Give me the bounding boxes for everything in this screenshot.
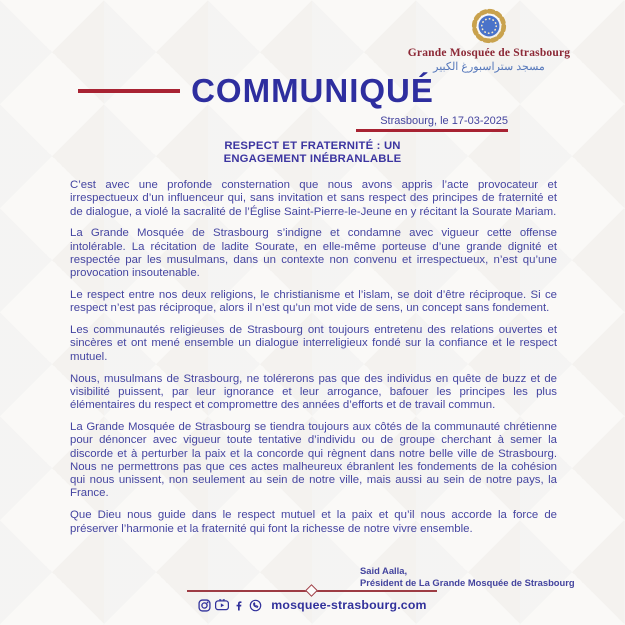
website-link[interactable]: mosquee-strasbourg.com [271, 598, 427, 612]
org-name-arabic: مسجد ستراسبورغ الكبير [433, 61, 545, 73]
dateline-underline [356, 129, 508, 132]
paragraph-1: C’est avec une profonde consternation que nous avons appris l’acte provocateur et irrespectueux d’un influenceur qui, sans invitation et sans respect des principes de fraternité et de dialogue, a violé la sacralité de l’Église Saint-Pierre-le-Jeune en y récitant la Sourate Mariam. [70, 179, 557, 218]
facebook-icon[interactable] [233, 599, 245, 612]
instagram-icon[interactable] [198, 599, 211, 612]
social-row [0, 598, 625, 612]
paragraph-6: La Grande Mosquée de Strasbourg se tiendra toujours aux côtés de la communauté chrétienne pour dénoncer avec vigueur toute tentative d’individu ou de groupe cherchant à semer la discorde et à perturber la paix et la concorde qui règnent dans notre belle ville de Strasbourg. Nous ne permettrons pas que ces actes malheureux ébranlent les fondements de la cohésion qui nous unissent, non seulement au sein de notre ville, mais aussi au sein de notre pays, la France. [70, 420, 557, 500]
subtitle-line-2: ENGAGEMENT INÉBRANLABLE [223, 152, 402, 165]
signature-block [360, 565, 575, 588]
org-name: Grande Mosquée de Strasbourg [407, 47, 571, 59]
page-title: COMMUNIQUÉ [191, 72, 434, 109]
mosque-sun-emblem-icon [470, 7, 508, 45]
paragraph-3: Le respect entre nos deux religions, le christianisme et l’islam, se doit d’être réciproque. Si ce respect n’est pas réciproque, alors il n’est qu’un mot vide de sens, un concept sans fondement. [70, 289, 557, 315]
paragraph-5: Nous, musulmans de Strasbourg, ne tolérerons pas que des individus en quête de buzz et de visibilité puissent, par leur ignorance et leur arrogance, bafouer les principes les plus élémentaires du respect et compromettre des années d’efforts et de travail commun. [70, 372, 557, 412]
subtitle-line-1: RESPECT ET FRATERNITÉ : UN [224, 140, 401, 152]
body-copy [70, 179, 557, 544]
subtitle [0, 140, 625, 165]
footer-diamond-ornament [305, 584, 318, 597]
paragraph-7: Que Dieu nous guide dans le respect mutuel et la paix et qu’il nous accorde la force de préserver l’harmonie et la fraternité qui font la richesse de notre vivre ensemble. [70, 509, 557, 535]
signature-role: Président de La Grande Mosquée de Strasbourg [360, 576, 575, 588]
org-logo [398, 7, 580, 73]
whatsapp-icon[interactable] [249, 599, 262, 612]
signature-name: Said Aalla, [360, 565, 408, 576]
dateline [356, 115, 508, 132]
paragraph-4: Les communautés religieuses de Strasbourg ont toujours entretenu des relations ouvertes et sincères et ont mené ensemble un dialogue interreligieux fondé sur la confiance et le respect mutuel. [70, 324, 557, 363]
youtube-icon[interactable] [215, 599, 229, 611]
paragraph-2: La Grande Mosquée de Strasbourg s’indigne et condamne avec vigueur cette offense intolérable. La récitation de ladite Sourate, en elle-même porteuse d’une grande dignité et respectée par les musulmans, dans un contexte non convenu et irrespectueux, n’est qu’une provocation insoutenable. [70, 227, 557, 280]
dateline-text: Strasbourg, le 17-03-2025 [380, 115, 508, 127]
